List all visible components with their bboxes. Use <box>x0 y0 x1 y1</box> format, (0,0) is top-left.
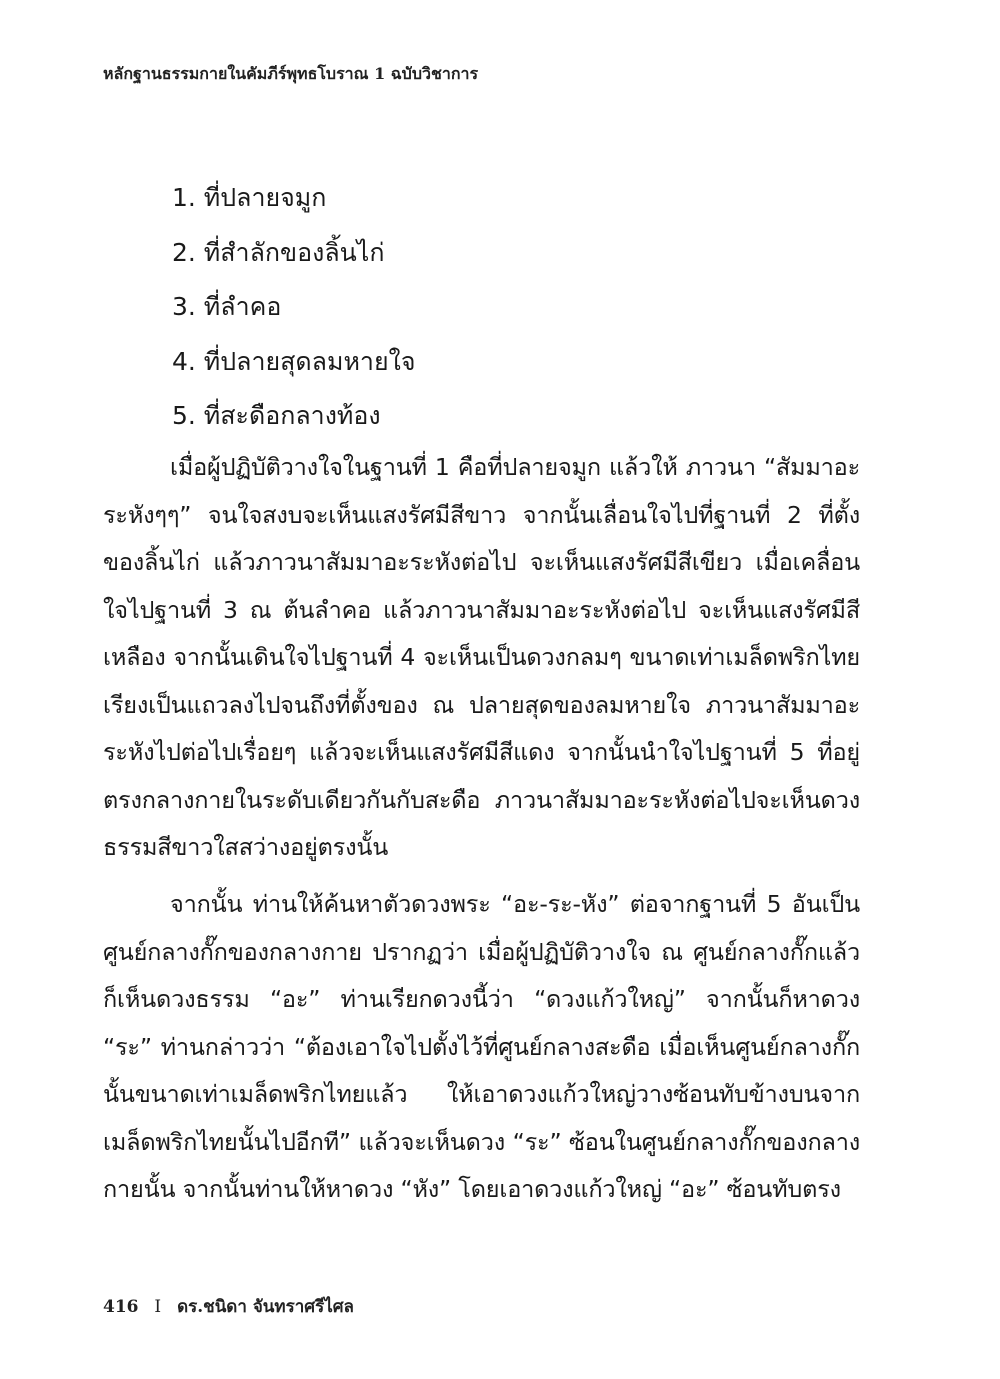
body-paragraph: เมื่อผู้ปฏิบัติวางใจในฐานที่ 1 คือที่ปลายจมูก แล้วให้ ภาวนา “สัมมาอะระหังๆๆ” จนใจสงบจะเห็นแสงรัศมีสีขาว จากนั้นเลื่อนใจไปที่ฐานที่ 2 ที่ตั้งของลิ้นไก่ แล้วภาวนาสัมมาอะระหังต่อไป จะเห็นแสงรัศมีสีเขียว เมื่อเคลื่อนใจไปฐานที่ 3 ณ ต้นลำคอ แล้วภาวนาสัมมาอะระหังต่อไป จะเห็นแสงรัศมีสีเหลือง จากนั้นเดินใจไปฐานที่ 4 จะเห็นเป็นดวงกลมๆ ขนาดเท่าเมล็ดพริกไทย เรียงเป็นแถวลงไปจนถึงที่ตั้งของ ณ ปลายสุดของลมหายใจ ภาวนาสัมมาอะระหังไปต่อไปเรื่อยๆ แล้วจะเห็นแสงรัศมีสีแดง จากนั้นนำใจไปฐานที่ 5 ที่อยู่ตรงกลางกายในระดับเดียวกันกับสะดือ ภาวนาสัมมาอะระหังต่อไปจะเห็นดวงธรรมสีขาวใสสว่างอยู่ตรงนั้น <box>103 453 860 861</box>
page-number: 416 <box>103 1297 139 1317</box>
list-item: 5. ที่สะดือกลางท้อง <box>172 401 381 430</box>
numbered-list <box>172 176 872 449</box>
list-item: 4. ที่ปลายสุดลมหายใจ <box>172 346 416 376</box>
footer-separator: I <box>154 1297 162 1317</box>
body-paragraph: จากนั้น ท่านให้ค้นหาตัวดวงพระ “อะ-ระ-หัง” ต่อจากฐานที่ 5 อันเป็นศูนย์กลางกั๊กของกลางกาย ปรากฏว่า เมื่อผู้ปฏิบัติวางใจ ณ ศูนย์กลางกั๊กแล้วก็เห็นดวงธรรม “อะ” ท่านเรียกดวงนี้ว่า “ดวงแก้วใหญ่” จากนั้นก็หาดวง “ระ” ท่านกล่าวว่า “ต้องเอาใจไปตั้งไว้ที่ศูนย์กลางสะดือ เมื่อเห็นศูนย์กลางกั๊กนั้นขนาดเท่าเมล็ดพริกไทยแล้ว ให้เอาดวงแก้วใหญ่วางซ้อนทับข้างบนจากเมล็ดพริกไทยนั้นไปอีกที” แล้วจะเห็นดวง “ระ” ซ้อนในศูนย์กลางกั๊กของกลางกายนั้น จากนั้นท่านให้หาดวง “หัง” โดยเอาดวงแก้วใหญ่ “อะ” ซ้อนทับตรง <box>103 890 860 1203</box>
list-item: 1. ที่ปลายจมูก <box>172 183 327 212</box>
author-name: ดร.ชนิดา จันทราศรีไศล <box>177 1297 354 1317</box>
page-footer <box>103 1293 354 1320</box>
list-item: 3. ที่ลำคอ <box>172 292 282 321</box>
running-header: หลักฐานธรรมกายในคัมภีร์พุทธโบราณ 1 ฉบับวิชาการ <box>103 64 479 83</box>
list-item: 2. ที่สำลักของลิ้นไก่ <box>172 237 385 267</box>
